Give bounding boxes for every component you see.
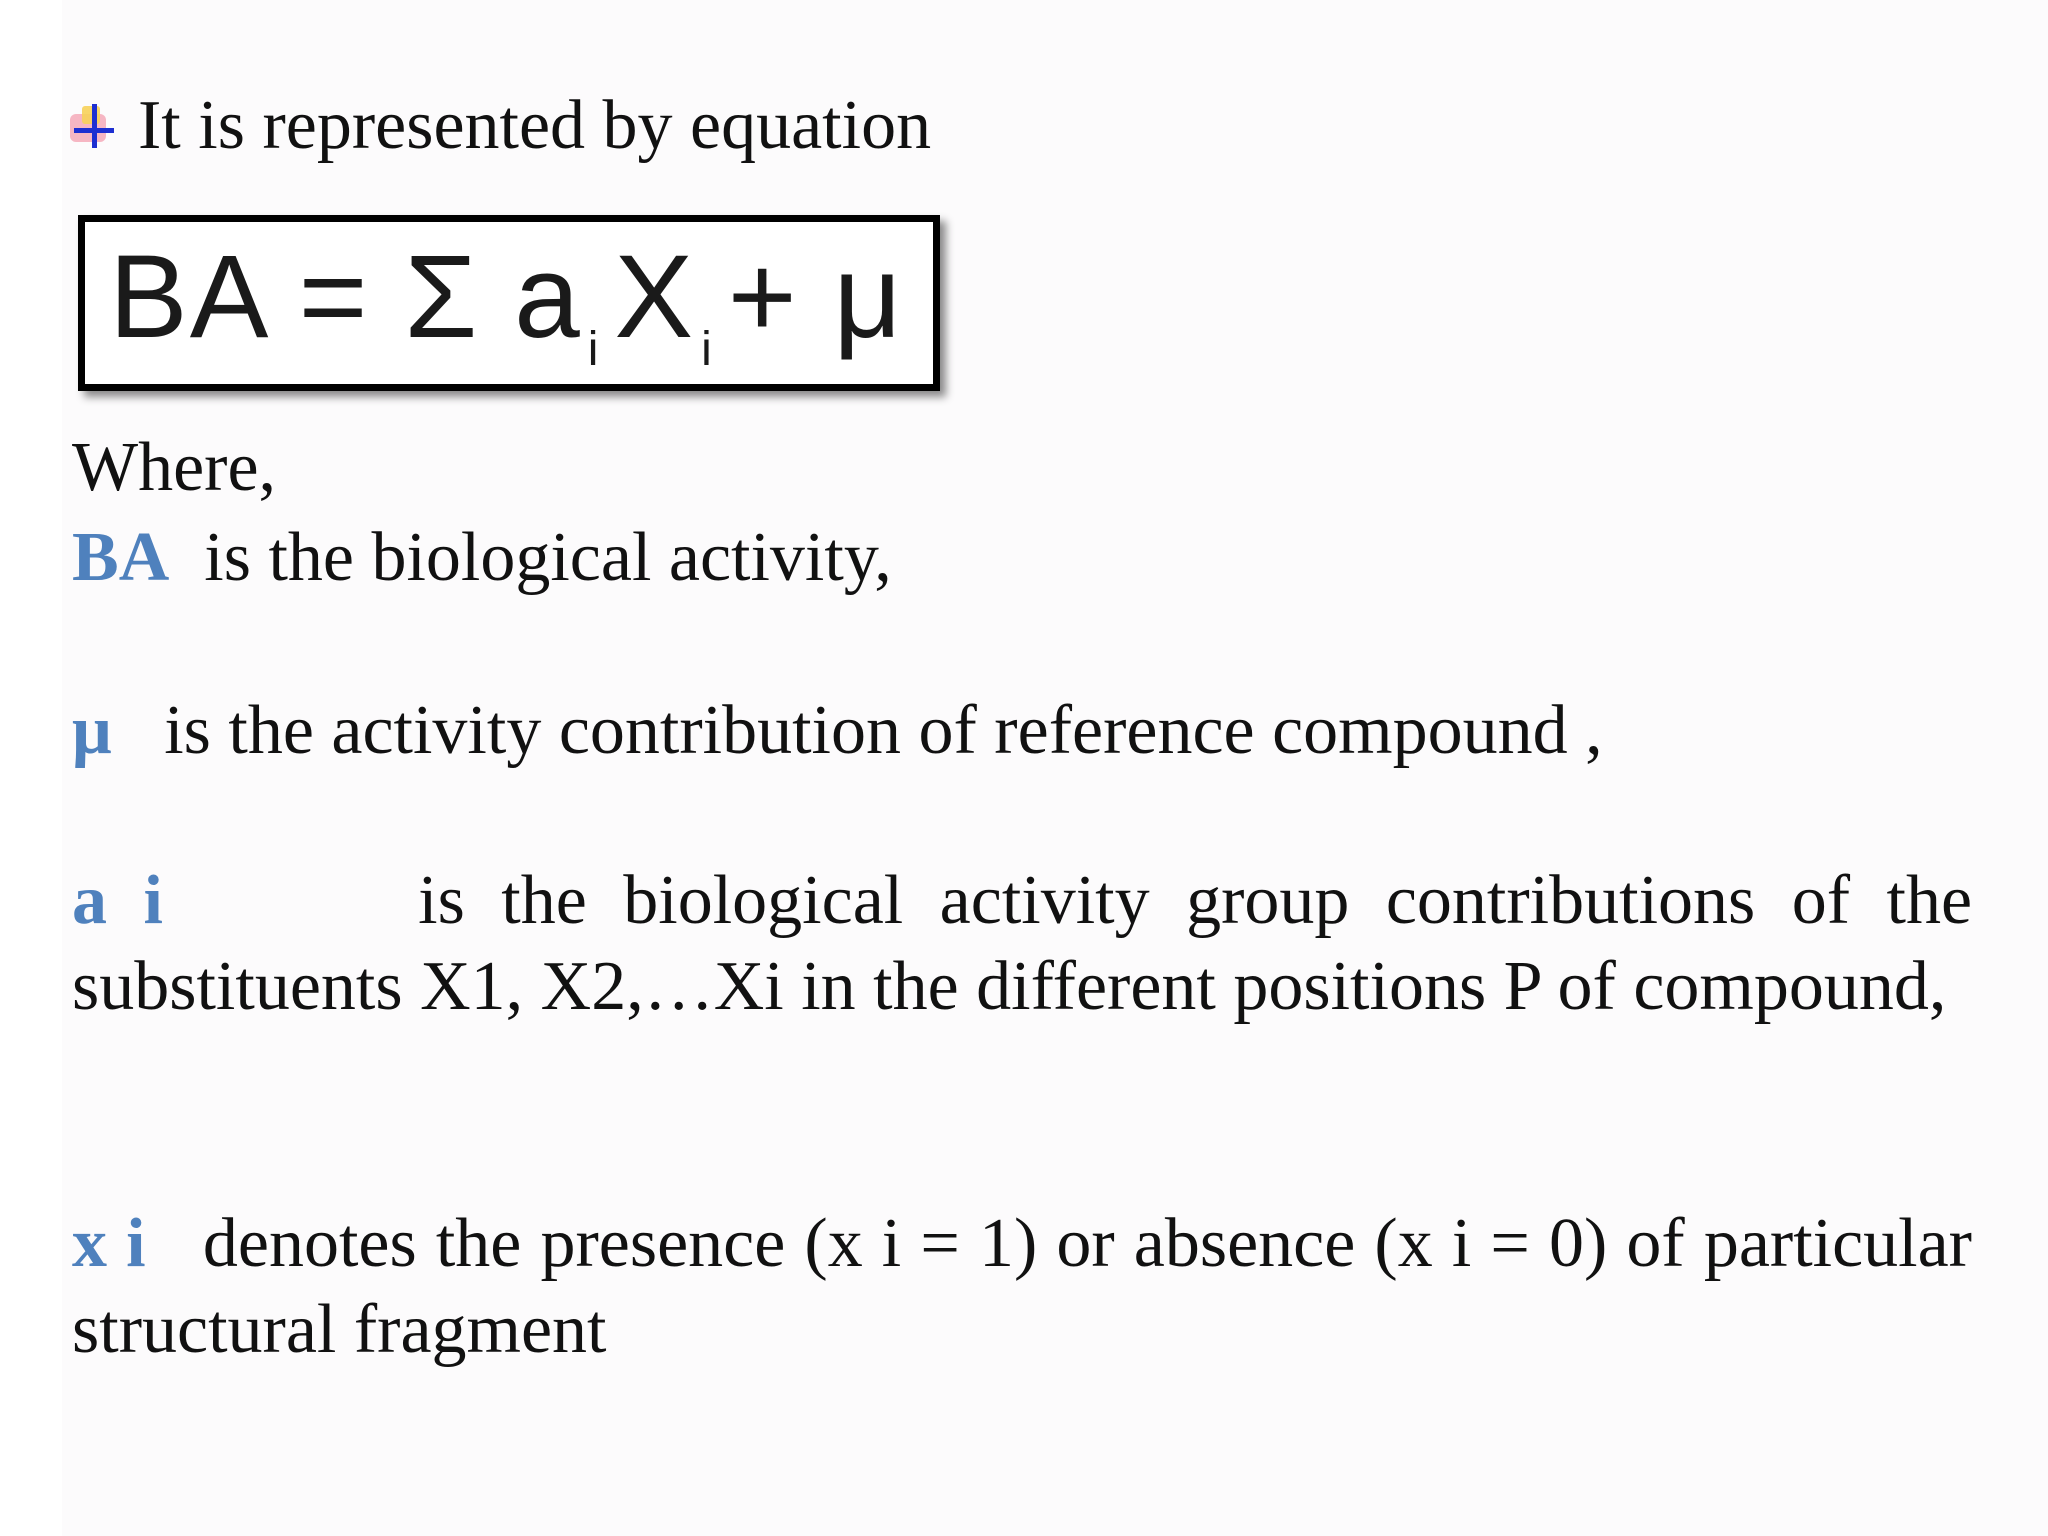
definition-term: x i: [72, 1205, 146, 1282]
equation-box: [78, 215, 940, 391]
intro-line: [70, 86, 931, 166]
definition-term: μ: [72, 692, 112, 769]
equation-rhs: + μ: [727, 231, 904, 363]
definition-text: is the biological activity group contributions of the substituents X1, X2,…Xi in the different positions P of compound,: [72, 862, 1973, 1025]
definition-mu: [72, 688, 1972, 774]
definition-text: is the biological activity,: [204, 519, 892, 596]
equation-subscript-x: i: [701, 323, 714, 376]
definition-term: a i: [72, 862, 163, 939]
equation-x: X: [614, 231, 696, 363]
equation: [109, 229, 903, 377]
definition-ba: [72, 515, 1972, 601]
definition-term: BA: [72, 519, 170, 596]
definition-text: is the activity contribution of reference compound ,: [164, 692, 1603, 769]
definition-xi: [72, 1201, 1972, 1373]
equation-subscript-a: i: [587, 323, 601, 376]
equation-lhs: BA = Σ a: [109, 231, 582, 363]
definition-text: denotes the presence (x i = 1) or absence (x i = 0) of particular structural fragment: [72, 1205, 1972, 1368]
intro-text: It is represented by equation: [138, 87, 932, 164]
where-label: Where,: [72, 429, 277, 506]
definition-ai: [72, 858, 1972, 1030]
plus-bullet-icon: [70, 100, 118, 152]
